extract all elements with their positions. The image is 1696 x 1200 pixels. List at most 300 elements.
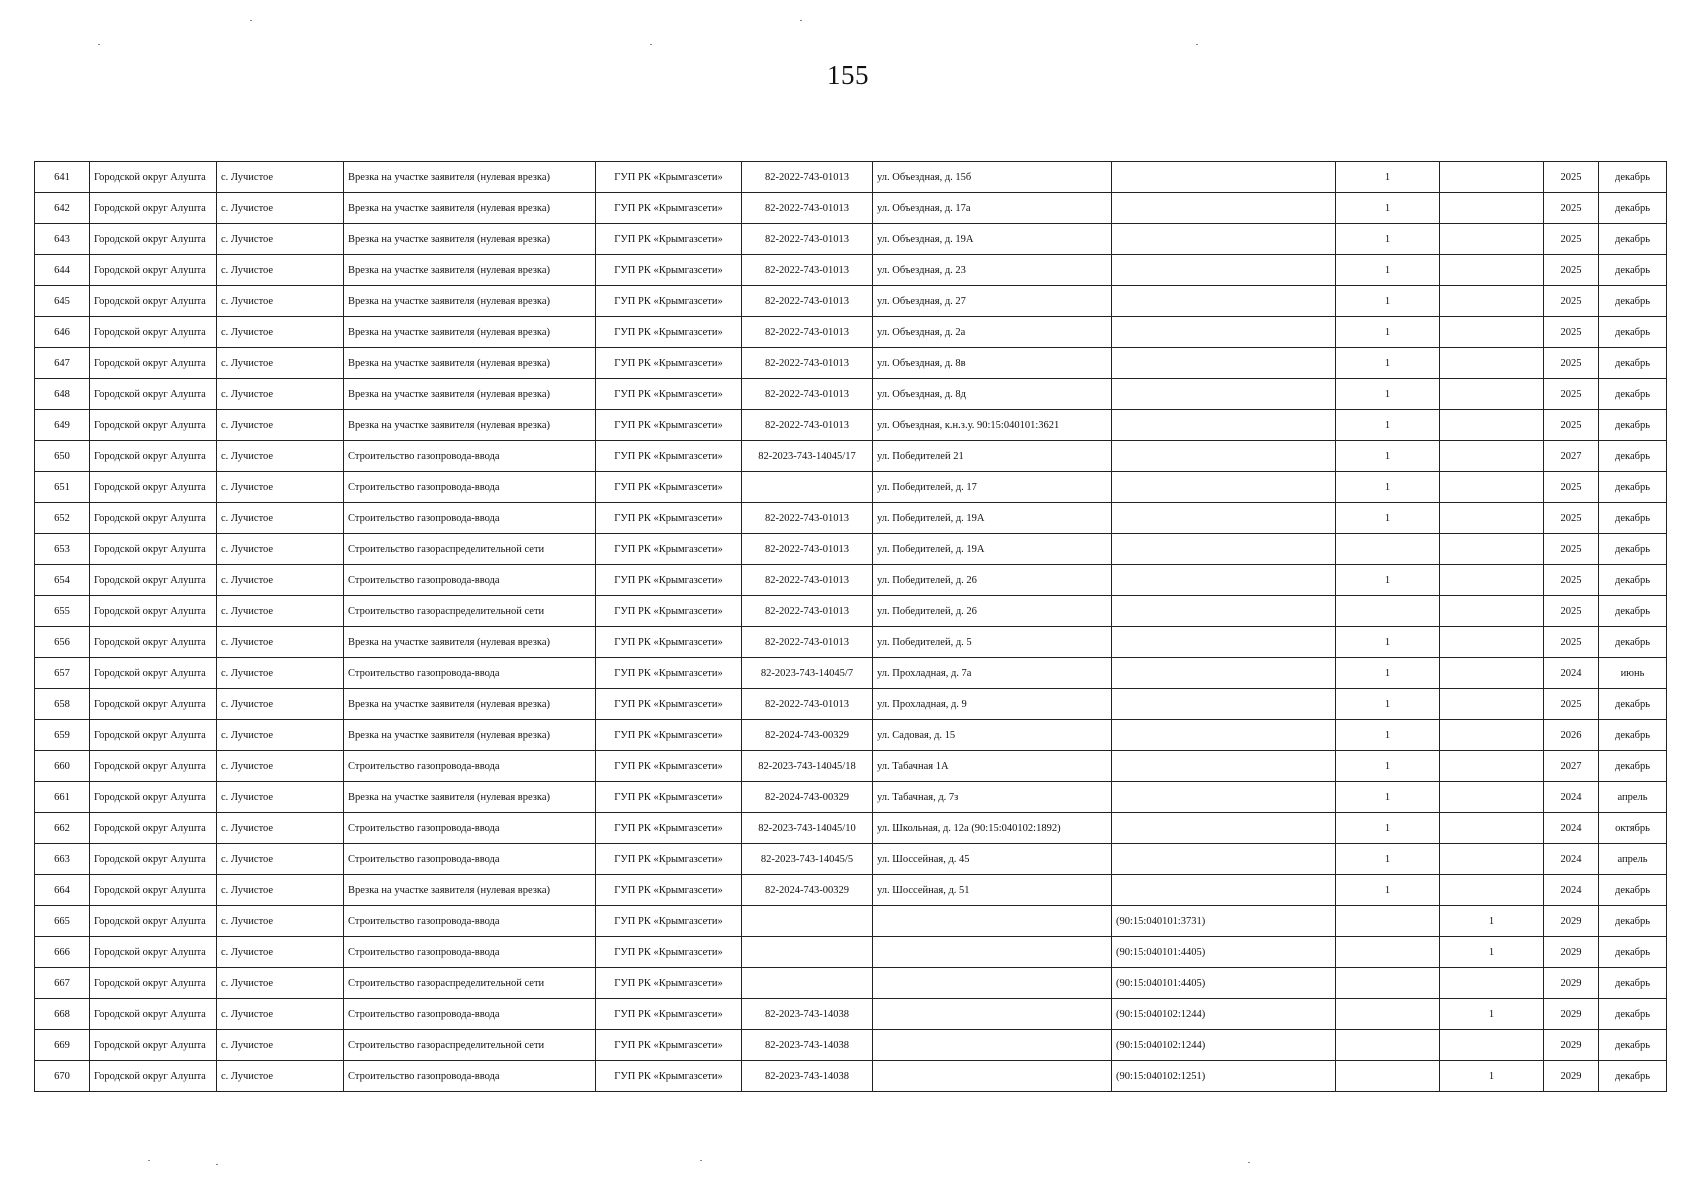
quantity-cell: 1 (1336, 627, 1440, 658)
quantity-cell: 1 (1336, 441, 1440, 472)
quantity-cell: 1 (1336, 751, 1440, 782)
quantity-cell: 1 (1336, 565, 1440, 596)
cadastral-number-cell (1112, 255, 1336, 286)
quantity-planned-cell: 1 (1440, 999, 1544, 1030)
cadastral-number-cell (1112, 565, 1336, 596)
month-cell: декабрь (1599, 224, 1667, 255)
cadastral-number-cell (1112, 658, 1336, 689)
row-number: 666 (35, 937, 90, 968)
quantity-cell: 1 (1336, 875, 1440, 906)
quantity-planned-cell (1440, 472, 1544, 503)
organization-cell: ГУП РК «Крымгазсети» (596, 162, 742, 193)
year-cell: 2024 (1544, 875, 1599, 906)
row-number: 652 (35, 503, 90, 534)
year-cell: 2024 (1544, 782, 1599, 813)
cadastral-number-cell (1112, 844, 1336, 875)
quantity-cell (1336, 534, 1440, 565)
row-number: 651 (35, 472, 90, 503)
quantity-planned-cell (1440, 503, 1544, 534)
table-row (35, 379, 1667, 410)
row-number: 642 (35, 193, 90, 224)
work-type-cell: Врезка на участке заявителя (нулевая врезка) (344, 689, 596, 720)
work-type-cell: Строительство газопровода-ввода (344, 937, 596, 968)
organization-cell: ГУП РК «Крымгазсети» (596, 751, 742, 782)
registration-number-cell: 82-2023-743-14045/18 (742, 751, 873, 782)
month-cell: декабрь (1599, 968, 1667, 999)
month-cell: декабрь (1599, 410, 1667, 441)
cadastral-number-cell (1112, 534, 1336, 565)
month-cell: декабрь (1599, 286, 1667, 317)
registration-number-cell: 82-2023-743-14045/17 (742, 441, 873, 472)
village-cell: с. Лучистое (217, 1030, 344, 1061)
row-number: 641 (35, 162, 90, 193)
table-row (35, 441, 1667, 472)
organization-cell: ГУП РК «Крымгазсети» (596, 782, 742, 813)
district-cell: Городской округ Алушта (90, 999, 217, 1030)
month-cell: апрель (1599, 844, 1667, 875)
village-cell: с. Лучистое (217, 658, 344, 689)
table-row (35, 844, 1667, 875)
month-cell: декабрь (1599, 472, 1667, 503)
cadastral-number-cell (1112, 596, 1336, 627)
table-row (35, 410, 1667, 441)
cadastral-number-cell: (90:15:040101:3731) (1112, 906, 1336, 937)
registration-number-cell: 82-2022-743-01013 (742, 255, 873, 286)
address-cell: ул. Победителей, д. 17 (873, 472, 1112, 503)
row-number: 648 (35, 379, 90, 410)
registration-number-cell: 82-2022-743-01013 (742, 193, 873, 224)
scan-speck (216, 1164, 218, 1165)
village-cell: с. Лучистое (217, 193, 344, 224)
month-cell: декабрь (1599, 999, 1667, 1030)
cadastral-number-cell (1112, 286, 1336, 317)
row-number: 669 (35, 1030, 90, 1061)
cadastral-number-cell (1112, 317, 1336, 348)
year-cell: 2026 (1544, 720, 1599, 751)
row-number: 655 (35, 596, 90, 627)
quantity-cell (1336, 1030, 1440, 1061)
quantity-planned-cell (1440, 441, 1544, 472)
registration-number-cell: 82-2022-743-01013 (742, 348, 873, 379)
quantity-planned-cell (1440, 751, 1544, 782)
row-number: 663 (35, 844, 90, 875)
organization-cell: ГУП РК «Крымгазсети» (596, 565, 742, 596)
registration-number-cell: 82-2022-743-01013 (742, 410, 873, 441)
quantity-cell (1336, 906, 1440, 937)
village-cell: с. Лучистое (217, 937, 344, 968)
cadastral-number-cell (1112, 503, 1336, 534)
row-number: 659 (35, 720, 90, 751)
address-cell (873, 1061, 1112, 1092)
work-type-cell: Врезка на участке заявителя (нулевая врезка) (344, 224, 596, 255)
table-row (35, 286, 1667, 317)
year-cell: 2027 (1544, 441, 1599, 472)
organization-cell: ГУП РК «Крымгазсети» (596, 689, 742, 720)
district-cell: Городской округ Алушта (90, 875, 217, 906)
address-cell: ул. Школьная, д. 12а (90:15:040102:1892) (873, 813, 1112, 844)
quantity-cell: 1 (1336, 193, 1440, 224)
work-type-cell: Врезка на участке заявителя (нулевая врезка) (344, 286, 596, 317)
village-cell: с. Лучистое (217, 534, 344, 565)
year-cell: 2029 (1544, 1030, 1599, 1061)
year-cell: 2025 (1544, 627, 1599, 658)
registration-number-cell: 82-2022-743-01013 (742, 286, 873, 317)
organization-cell: ГУП РК «Крымгазсети» (596, 472, 742, 503)
row-number: 646 (35, 317, 90, 348)
cadastral-number-cell (1112, 751, 1336, 782)
quantity-cell: 1 (1336, 782, 1440, 813)
district-cell: Городской округ Алушта (90, 565, 217, 596)
year-cell: 2025 (1544, 534, 1599, 565)
quantity-planned-cell (1440, 162, 1544, 193)
work-type-cell: Строительство газопровода-ввода (344, 503, 596, 534)
address-cell (873, 937, 1112, 968)
cadastral-number-cell (1112, 720, 1336, 751)
address-cell: ул. Победителей, д. 19А (873, 534, 1112, 565)
row-number: 662 (35, 813, 90, 844)
quantity-planned-cell (1440, 224, 1544, 255)
quantity-planned-cell (1440, 379, 1544, 410)
year-cell: 2025 (1544, 410, 1599, 441)
village-cell: с. Лучистое (217, 813, 344, 844)
address-cell: ул. Победителей, д. 26 (873, 565, 1112, 596)
month-cell: декабрь (1599, 937, 1667, 968)
village-cell: с. Лучистое (217, 999, 344, 1030)
month-cell: декабрь (1599, 565, 1667, 596)
address-cell: ул. Прохладная, д. 7а (873, 658, 1112, 689)
cadastral-number-cell: (90:15:040101:4405) (1112, 968, 1336, 999)
organization-cell: ГУП РК «Крымгазсети» (596, 534, 742, 565)
district-cell: Городской округ Алушта (90, 193, 217, 224)
organization-cell: ГУП РК «Крымгазсети» (596, 875, 742, 906)
year-cell: 2029 (1544, 1061, 1599, 1092)
quantity-planned-cell (1440, 286, 1544, 317)
registration-number-cell: 82-2023-743-14038 (742, 1030, 873, 1061)
quantity-cell: 1 (1336, 689, 1440, 720)
address-cell: ул. Победителей, д. 19А (873, 503, 1112, 534)
cadastral-number-cell (1112, 627, 1336, 658)
work-type-cell: Строительство газопровода-ввода (344, 999, 596, 1030)
table-row (35, 348, 1667, 379)
row-number: 649 (35, 410, 90, 441)
cadastral-number-cell (1112, 782, 1336, 813)
month-cell: декабрь (1599, 441, 1667, 472)
table-row (35, 875, 1667, 906)
year-cell: 2027 (1544, 751, 1599, 782)
cadastral-number-cell (1112, 379, 1336, 410)
year-cell: 2025 (1544, 503, 1599, 534)
year-cell: 2024 (1544, 813, 1599, 844)
row-number: 654 (35, 565, 90, 596)
month-cell: декабрь (1599, 751, 1667, 782)
organization-cell: ГУП РК «Крымгазсети» (596, 906, 742, 937)
village-cell: с. Лучистое (217, 720, 344, 751)
organization-cell: ГУП РК «Крымгазсети» (596, 720, 742, 751)
quantity-planned-cell (1440, 968, 1544, 999)
district-cell: Городской округ Алушта (90, 782, 217, 813)
address-cell: ул. Объездная, д. 2а (873, 317, 1112, 348)
village-cell: с. Лучистое (217, 596, 344, 627)
village-cell: с. Лучистое (217, 472, 344, 503)
address-cell: ул. Прохладная, д. 9 (873, 689, 1112, 720)
address-cell: ул. Объездная, д. 27 (873, 286, 1112, 317)
row-number: 653 (35, 534, 90, 565)
village-cell: с. Лучистое (217, 286, 344, 317)
village-cell: с. Лучистое (217, 441, 344, 472)
work-type-cell: Врезка на участке заявителя (нулевая врезка) (344, 255, 596, 286)
address-cell: ул. Объездная, д. 17а (873, 193, 1112, 224)
year-cell: 2029 (1544, 968, 1599, 999)
month-cell: декабрь (1599, 162, 1667, 193)
district-cell: Городской округ Алушта (90, 813, 217, 844)
quantity-planned-cell (1440, 782, 1544, 813)
registration-number-cell: 82-2023-743-14038 (742, 999, 873, 1030)
work-type-cell: Строительство газопровода-ввода (344, 1061, 596, 1092)
village-cell: с. Лучистое (217, 627, 344, 658)
organization-cell: ГУП РК «Крымгазсети» (596, 813, 742, 844)
cadastral-number-cell (1112, 162, 1336, 193)
district-cell: Городской округ Алушта (90, 844, 217, 875)
scan-speck (250, 20, 252, 21)
row-number: 644 (35, 255, 90, 286)
registration-number-cell (742, 472, 873, 503)
year-cell: 2025 (1544, 596, 1599, 627)
address-cell: ул. Победителей, д. 26 (873, 596, 1112, 627)
quantity-planned-cell (1440, 1030, 1544, 1061)
address-cell (873, 1030, 1112, 1061)
scan-speck (800, 20, 802, 21)
organization-cell: ГУП РК «Крымгазсети» (596, 441, 742, 472)
table-row (35, 906, 1667, 937)
district-cell: Городской округ Алушта (90, 472, 217, 503)
quantity-planned-cell (1440, 596, 1544, 627)
district-cell: Городской округ Алушта (90, 255, 217, 286)
address-cell: ул. Садовая, д. 15 (873, 720, 1112, 751)
district-cell: Городской округ Алушта (90, 689, 217, 720)
quantity-planned-cell (1440, 627, 1544, 658)
address-cell: ул. Шоссейная, д. 45 (873, 844, 1112, 875)
month-cell: декабрь (1599, 1030, 1667, 1061)
district-cell: Городской округ Алушта (90, 937, 217, 968)
year-cell: 2029 (1544, 906, 1599, 937)
address-cell: ул. Шоссейная, д. 51 (873, 875, 1112, 906)
district-cell: Городской округ Алушта (90, 410, 217, 441)
work-type-cell: Строительство газораспределительной сети (344, 1030, 596, 1061)
quantity-cell: 1 (1336, 503, 1440, 534)
month-cell: октябрь (1599, 813, 1667, 844)
quantity-planned-cell (1440, 534, 1544, 565)
row-number: 647 (35, 348, 90, 379)
row-number: 668 (35, 999, 90, 1030)
organization-cell: ГУП РК «Крымгазсети» (596, 999, 742, 1030)
registration-number-cell: 82-2022-743-01013 (742, 317, 873, 348)
quantity-planned-cell: 1 (1440, 937, 1544, 968)
cadastral-number-cell (1112, 441, 1336, 472)
registration-number-cell: 82-2022-743-01013 (742, 162, 873, 193)
district-cell: Городской округ Алушта (90, 1061, 217, 1092)
table-row (35, 968, 1667, 999)
village-cell: с. Лучистое (217, 782, 344, 813)
village-cell: с. Лучистое (217, 751, 344, 782)
month-cell: декабрь (1599, 317, 1667, 348)
quantity-planned-cell (1440, 317, 1544, 348)
work-type-cell: Строительство газопровода-ввода (344, 441, 596, 472)
organization-cell: ГУП РК «Крымгазсети» (596, 193, 742, 224)
row-number: 664 (35, 875, 90, 906)
district-cell: Городской округ Алушта (90, 751, 217, 782)
table-body (35, 162, 1667, 1092)
work-type-cell: Строительство газопровода-ввода (344, 906, 596, 937)
organization-cell: ГУП РК «Крымгазсети» (596, 596, 742, 627)
village-cell: с. Лучистое (217, 968, 344, 999)
organization-cell: ГУП РК «Крымгазсети» (596, 286, 742, 317)
district-cell: Городской округ Алушта (90, 379, 217, 410)
registration-number-cell: 82-2022-743-01013 (742, 596, 873, 627)
work-type-cell: Строительство газораспределительной сети (344, 968, 596, 999)
village-cell: с. Лучистое (217, 379, 344, 410)
work-type-cell: Строительство газопровода-ввода (344, 813, 596, 844)
work-type-cell: Врезка на участке заявителя (нулевая врезка) (344, 875, 596, 906)
quantity-planned-cell (1440, 813, 1544, 844)
quantity-cell (1336, 968, 1440, 999)
district-cell: Городской округ Алушта (90, 162, 217, 193)
month-cell: декабрь (1599, 875, 1667, 906)
quantity-cell: 1 (1336, 162, 1440, 193)
table-row (35, 317, 1667, 348)
cadastral-number-cell (1112, 224, 1336, 255)
quantity-planned-cell: 1 (1440, 1061, 1544, 1092)
row-number: 650 (35, 441, 90, 472)
quantity-planned-cell (1440, 255, 1544, 286)
month-cell: декабрь (1599, 534, 1667, 565)
row-number: 645 (35, 286, 90, 317)
cadastral-number-cell (1112, 348, 1336, 379)
year-cell: 2025 (1544, 255, 1599, 286)
quantity-cell: 1 (1336, 255, 1440, 286)
table-row (35, 224, 1667, 255)
village-cell: с. Лучистое (217, 1061, 344, 1092)
cadastral-number-cell (1112, 875, 1336, 906)
year-cell: 2025 (1544, 348, 1599, 379)
year-cell: 2024 (1544, 658, 1599, 689)
table-row (35, 689, 1667, 720)
organization-cell: ГУП РК «Крымгазсети» (596, 348, 742, 379)
year-cell: 2025 (1544, 286, 1599, 317)
district-cell: Городской округ Алушта (90, 906, 217, 937)
scan-speck (98, 44, 100, 45)
registration-number-cell: 82-2023-743-14038 (742, 1061, 873, 1092)
row-number: 667 (35, 968, 90, 999)
quantity-cell: 1 (1336, 224, 1440, 255)
quantity-cell: 1 (1336, 379, 1440, 410)
registration-number-cell: 82-2022-743-01013 (742, 503, 873, 534)
address-cell: ул. Победителей 21 (873, 441, 1112, 472)
table-row (35, 782, 1667, 813)
cadastral-number-cell (1112, 410, 1336, 441)
table-row (35, 596, 1667, 627)
work-type-cell: Строительство газораспределительной сети (344, 534, 596, 565)
district-cell: Городской округ Алушта (90, 317, 217, 348)
row-number: 661 (35, 782, 90, 813)
month-cell: апрель (1599, 782, 1667, 813)
year-cell: 2025 (1544, 565, 1599, 596)
month-cell: декабрь (1599, 503, 1667, 534)
district-cell: Городской округ Алушта (90, 348, 217, 379)
village-cell: с. Лучистое (217, 503, 344, 534)
month-cell: декабрь (1599, 689, 1667, 720)
organization-cell: ГУП РК «Крымгазсети» (596, 317, 742, 348)
registration-number-cell: 82-2022-743-01013 (742, 379, 873, 410)
row-number: 660 (35, 751, 90, 782)
gasification-table (34, 161, 1667, 1092)
cadastral-number-cell (1112, 689, 1336, 720)
village-cell: с. Лучистое (217, 348, 344, 379)
quantity-cell: 1 (1336, 410, 1440, 441)
village-cell: с. Лучистое (217, 875, 344, 906)
table-row (35, 937, 1667, 968)
table-row (35, 565, 1667, 596)
work-type-cell: Врезка на участке заявителя (нулевая врезка) (344, 348, 596, 379)
work-type-cell: Врезка на участке заявителя (нулевая врезка) (344, 193, 596, 224)
table-row (35, 534, 1667, 565)
cadastral-number-cell (1112, 472, 1336, 503)
organization-cell: ГУП РК «Крымгазсети» (596, 968, 742, 999)
quantity-planned-cell: 1 (1440, 906, 1544, 937)
village-cell: с. Лучистое (217, 844, 344, 875)
quantity-planned-cell (1440, 565, 1544, 596)
organization-cell: ГУП РК «Крымгазсети» (596, 1061, 742, 1092)
address-cell (873, 968, 1112, 999)
row-number: 658 (35, 689, 90, 720)
organization-cell: ГУП РК «Крымгазсети» (596, 503, 742, 534)
village-cell: с. Лучистое (217, 317, 344, 348)
district-cell: Городской округ Алушта (90, 286, 217, 317)
registration-number-cell: 82-2024-743-00329 (742, 875, 873, 906)
organization-cell: ГУП РК «Крымгазсети» (596, 658, 742, 689)
year-cell: 2025 (1544, 689, 1599, 720)
row-number: 657 (35, 658, 90, 689)
work-type-cell: Врезка на участке заявителя (нулевая врезка) (344, 720, 596, 751)
table-row (35, 751, 1667, 782)
village-cell: с. Лучистое (217, 162, 344, 193)
year-cell: 2025 (1544, 193, 1599, 224)
work-type-cell: Строительство газопровода-ввода (344, 472, 596, 503)
quantity-planned-cell (1440, 875, 1544, 906)
address-cell: ул. Объездная, д. 15б (873, 162, 1112, 193)
month-cell: декабрь (1599, 1061, 1667, 1092)
village-cell: с. Лучистое (217, 224, 344, 255)
table-row (35, 1061, 1667, 1092)
village-cell: с. Лучистое (217, 689, 344, 720)
district-cell: Городской округ Алушта (90, 658, 217, 689)
organization-cell: ГУП РК «Крымгазсети» (596, 224, 742, 255)
district-cell: Городской округ Алушта (90, 720, 217, 751)
month-cell: декабрь (1599, 379, 1667, 410)
scan-speck (700, 1160, 702, 1161)
month-cell: декабрь (1599, 596, 1667, 627)
scan-speck (1248, 1162, 1250, 1163)
address-cell: ул. Победителей, д. 5 (873, 627, 1112, 658)
registration-number-cell: 82-2022-743-01013 (742, 565, 873, 596)
quantity-cell: 1 (1336, 317, 1440, 348)
organization-cell: ГУП РК «Крымгазсети» (596, 379, 742, 410)
month-cell: декабрь (1599, 906, 1667, 937)
work-type-cell: Строительство газопровода-ввода (344, 751, 596, 782)
table-row (35, 1030, 1667, 1061)
year-cell: 2025 (1544, 162, 1599, 193)
village-cell: с. Лучистое (217, 565, 344, 596)
work-type-cell: Строительство газопровода-ввода (344, 565, 596, 596)
